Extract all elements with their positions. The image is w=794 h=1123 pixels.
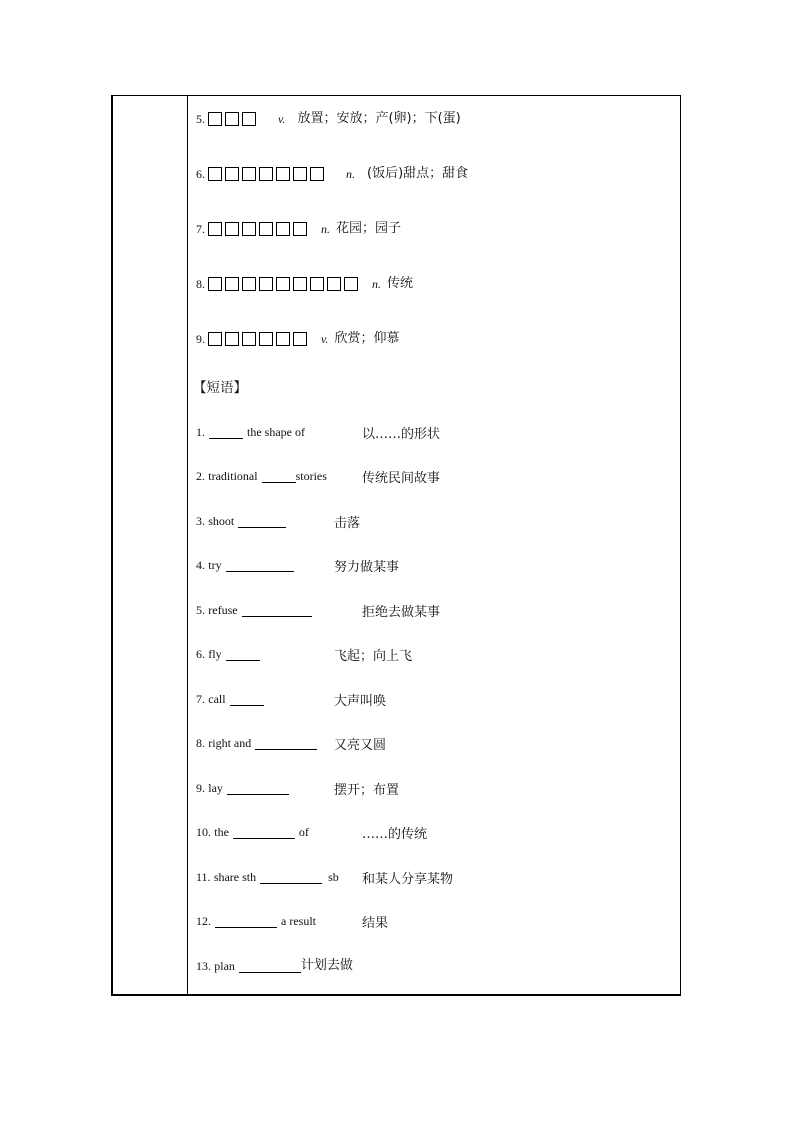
answer-blank[interactable] bbox=[242, 604, 312, 617]
vocab-item bbox=[196, 275, 413, 293]
phrase-item bbox=[196, 779, 289, 797]
phrase-item bbox=[196, 690, 264, 708]
meaning: 传统 bbox=[387, 276, 414, 291]
meaning: 欣赏；仰慕 bbox=[334, 331, 400, 346]
phrase-text: share sth bbox=[213, 870, 257, 884]
letter-box[interactable] bbox=[310, 167, 324, 181]
item-number: 6. bbox=[196, 167, 205, 181]
letter-box[interactable] bbox=[259, 167, 273, 181]
letter-box[interactable] bbox=[242, 277, 256, 291]
section-title: 【短语】 bbox=[193, 380, 247, 396]
meaning: 花园；园子 bbox=[336, 221, 402, 236]
answer-blank[interactable] bbox=[226, 559, 294, 572]
answer-blank[interactable] bbox=[255, 737, 317, 750]
letter-boxes bbox=[208, 167, 324, 181]
letter-box[interactable] bbox=[259, 222, 273, 236]
item-number: 5. bbox=[196, 112, 205, 126]
phrase-text: the bbox=[214, 825, 229, 839]
letter-box[interactable] bbox=[242, 332, 256, 346]
phrase-meaning: 结果 bbox=[362, 916, 389, 931]
letter-box[interactable] bbox=[242, 222, 256, 236]
phrase-meaning: 大声叫唤 bbox=[334, 694, 387, 709]
letter-box[interactable] bbox=[225, 222, 239, 236]
letter-box[interactable] bbox=[344, 277, 358, 291]
phrase-text: lay bbox=[208, 781, 223, 795]
letter-box[interactable] bbox=[293, 222, 307, 236]
part-of-speech: v. bbox=[321, 332, 329, 346]
phrase-item bbox=[196, 868, 339, 886]
item-number: 9. bbox=[196, 781, 205, 795]
answer-blank[interactable] bbox=[209, 426, 243, 439]
phrase-meaning: 和某人分享某物 bbox=[362, 872, 454, 887]
right-column bbox=[189, 96, 680, 994]
phrase-meaning: 努力做某事 bbox=[334, 560, 400, 575]
phrase-item bbox=[196, 645, 260, 663]
letter-box[interactable] bbox=[225, 112, 239, 126]
phrase-item bbox=[196, 823, 309, 841]
phrase-item bbox=[196, 512, 286, 530]
answer-blank[interactable] bbox=[227, 782, 289, 795]
letter-box[interactable] bbox=[259, 277, 273, 291]
item-number: 4. bbox=[196, 558, 205, 572]
letter-box[interactable] bbox=[310, 277, 324, 291]
answer-blank[interactable] bbox=[215, 915, 277, 928]
item-number: 13. bbox=[196, 959, 211, 973]
answer-blank[interactable] bbox=[260, 871, 322, 884]
item-number: 7. bbox=[196, 692, 205, 706]
letter-box[interactable] bbox=[225, 332, 239, 346]
phrase-meaning: 以……的形状 bbox=[362, 427, 441, 442]
phrase-text: stories bbox=[295, 469, 327, 483]
meaning: (饭后)甜点；甜食 bbox=[367, 166, 469, 181]
vocab-item bbox=[196, 110, 461, 128]
answer-blank[interactable] bbox=[230, 693, 264, 706]
phrase-item bbox=[196, 556, 294, 574]
letter-box[interactable] bbox=[225, 277, 239, 291]
phrase-text: fly bbox=[208, 647, 222, 661]
letter-boxes bbox=[208, 332, 307, 346]
phrase-meaning: 计划去做 bbox=[300, 958, 353, 973]
item-number: 3. bbox=[196, 514, 205, 528]
item-number: 5. bbox=[196, 603, 205, 617]
item-number: 1. bbox=[196, 425, 205, 439]
letter-box[interactable] bbox=[242, 112, 256, 126]
answer-blank[interactable] bbox=[233, 826, 295, 839]
part-of-speech: n. bbox=[372, 277, 381, 291]
phrase-text: refuse bbox=[208, 603, 238, 617]
letter-box[interactable] bbox=[208, 167, 222, 181]
phrase-text: shoot bbox=[208, 514, 235, 528]
phrase-item bbox=[196, 734, 317, 752]
vocab-item bbox=[196, 330, 399, 348]
letter-boxes bbox=[208, 277, 358, 291]
left-column bbox=[113, 96, 188, 994]
item-number: 8. bbox=[196, 277, 205, 291]
phrase-meaning: 飞起；向上飞 bbox=[334, 649, 413, 664]
item-number: 6. bbox=[196, 647, 205, 661]
part-of-speech: n. bbox=[321, 222, 330, 236]
phrase-text: of bbox=[298, 825, 309, 839]
letter-box[interactable] bbox=[293, 167, 307, 181]
phrase-item bbox=[196, 423, 305, 441]
item-number: 10. bbox=[196, 825, 211, 839]
phrase-meaning: 摆开；布置 bbox=[334, 783, 400, 798]
letter-box[interactable] bbox=[208, 277, 222, 291]
part-of-speech: n. bbox=[346, 167, 355, 181]
vocab-item bbox=[196, 165, 468, 183]
phrase-meaning: 击落 bbox=[334, 516, 361, 531]
phrase-text: right and bbox=[208, 736, 252, 750]
item-number: 8. bbox=[196, 736, 205, 750]
phrase-meaning: 又亮又圆 bbox=[334, 738, 387, 753]
phrase-text: a result bbox=[281, 914, 316, 928]
phrase-item bbox=[196, 601, 312, 619]
letter-box[interactable] bbox=[208, 222, 222, 236]
letter-box[interactable] bbox=[327, 277, 341, 291]
item-number: 2. bbox=[196, 469, 205, 483]
item-number: 9. bbox=[196, 332, 205, 346]
phrase-meaning: 传统民间故事 bbox=[362, 471, 441, 486]
letter-boxes bbox=[208, 112, 256, 126]
letter-box[interactable] bbox=[208, 112, 222, 126]
answer-blank[interactable] bbox=[238, 515, 286, 528]
answer-blank[interactable] bbox=[262, 470, 296, 483]
phrase-text: sb bbox=[328, 870, 339, 884]
phrase-text: try bbox=[208, 558, 222, 572]
phrase-meaning: ……的传统 bbox=[362, 827, 428, 842]
letter-box[interactable] bbox=[276, 277, 290, 291]
phrase-text: plan bbox=[214, 959, 235, 973]
letter-box[interactable] bbox=[276, 167, 290, 181]
item-number: 12. bbox=[196, 914, 211, 928]
worksheet-table bbox=[111, 95, 681, 996]
letter-box[interactable] bbox=[276, 222, 290, 236]
item-number: 11. bbox=[196, 870, 211, 884]
item-number: 7. bbox=[196, 222, 205, 236]
meaning: 放置；安放；产(卵)；下(蛋) bbox=[297, 111, 461, 126]
phrase-item bbox=[196, 957, 353, 975]
answer-blank[interactable] bbox=[226, 648, 260, 661]
letter-box[interactable] bbox=[242, 167, 256, 181]
letter-box[interactable] bbox=[259, 332, 273, 346]
letter-box[interactable] bbox=[293, 277, 307, 291]
letter-box[interactable] bbox=[208, 332, 222, 346]
phrase-text: traditional bbox=[208, 469, 258, 483]
letter-box[interactable] bbox=[276, 332, 290, 346]
letter-box[interactable] bbox=[293, 332, 307, 346]
vocab-item bbox=[196, 220, 401, 238]
phrase-meaning: 拒绝去做某事 bbox=[362, 605, 441, 620]
answer-blank[interactable] bbox=[239, 960, 301, 973]
phrase-text: call bbox=[208, 692, 226, 706]
phrase-item bbox=[196, 467, 327, 485]
phrase-item bbox=[196, 912, 316, 930]
letter-box[interactable] bbox=[225, 167, 239, 181]
part-of-speech: v. bbox=[278, 112, 286, 126]
letter-boxes bbox=[208, 222, 307, 236]
phrase-text: the shape of bbox=[247, 425, 305, 439]
